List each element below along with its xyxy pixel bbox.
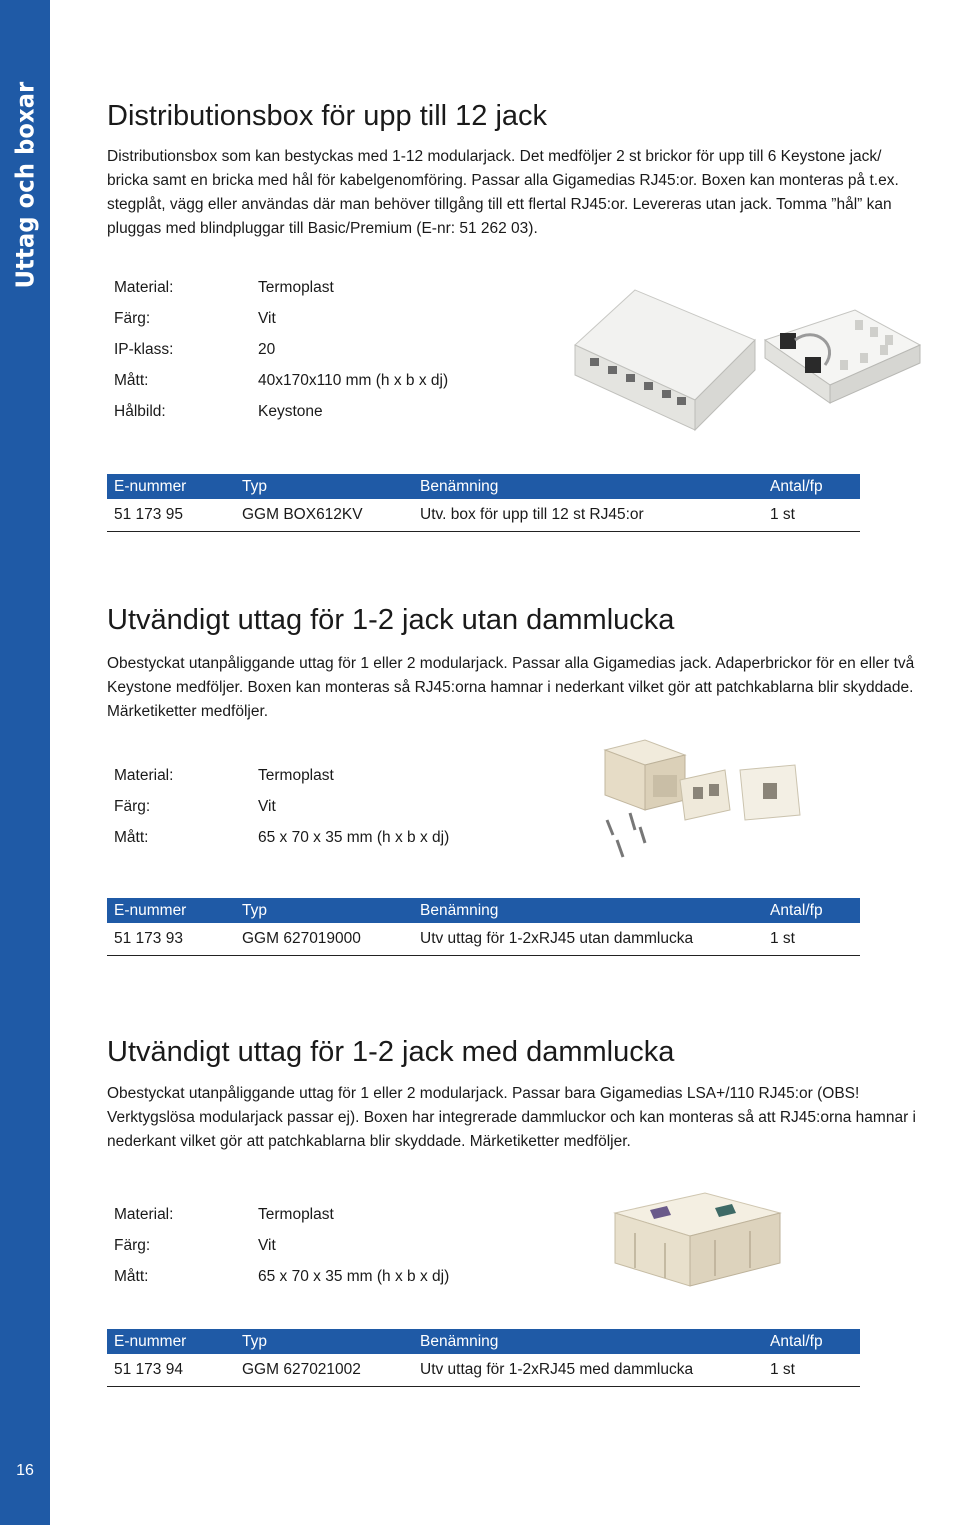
table-header (107, 898, 860, 923)
table-row (107, 923, 860, 956)
sidebar (0, 0, 50, 1525)
header-typ: Typ (242, 902, 267, 919)
section-distributionsbox (107, 98, 927, 241)
spec-value: Keystone (258, 403, 323, 420)
header-benamning: Benämning (420, 902, 499, 919)
spec-value: Vit (258, 1237, 276, 1254)
spec-label: Material: (114, 1206, 174, 1223)
spec-label: IP-klass: (114, 341, 174, 358)
section-utan-dammlucka (107, 602, 927, 724)
cell-antal: 1 st (770, 930, 795, 947)
spec-value: Termoplast (258, 279, 334, 296)
section-med-dammlucka (107, 1034, 927, 1154)
header-typ: Typ (242, 478, 267, 495)
cell-antal: 1 st (770, 1361, 795, 1378)
spec-label: Färg: (114, 798, 151, 815)
spec-value: 20 (258, 341, 276, 358)
spec-label: Mått: (114, 372, 149, 389)
spec-value: 65 x 70 x 35 mm (h x b x dj) (258, 1268, 450, 1285)
cell-benamning: Utv uttag för 1-2xRJ45 utan dammlucka (420, 930, 694, 947)
section-title: Utvändigt uttag för 1-2 jack utan dammlucka (107, 604, 675, 636)
sidebar-title: Uttag och boxar (10, 81, 40, 289)
spec-value: Termoplast (258, 767, 334, 784)
cell-enummer: 51 173 94 (114, 1361, 183, 1378)
spec-label: Material: (114, 279, 174, 296)
distribution-box-image (565, 285, 935, 445)
section-title: Distributionsbox för upp till 12 jack (107, 100, 548, 132)
section-description: Obestyckat utanpåliggande uttag för 1 eller 2 modularjack. Passar alla Gigamedias jack. Adaperbrickor för en eller två Keystone medföljer. Boxen kan monteras så RJ45:orna hamnar i nederkant vilket gör att patchkablarna blir skyddade. Märketiketter medföljer. (107, 655, 915, 720)
header-enummer: E-nummer (114, 902, 187, 919)
spec-label: Hålbild: (114, 403, 166, 420)
spec-label: Mått: (114, 829, 149, 846)
section-description: Obestyckat utanpåliggande uttag för 1 eller 2 modularjack. Passar bara Gigamedias LSA+/110 RJ45:or (OBS! Verktygslösa modularjack passar ej). Boxen har integrerade dammluckor och kan monteras så att RJ45:orna hamnar i nederkant vilket gör att patchkablarna blir skyddade. Märketiketter medföljer. (107, 1085, 916, 1150)
cell-typ: GGM 627019000 (242, 930, 361, 947)
cell-typ: GGM BOX612KV (242, 506, 363, 523)
page-number: 16 (16, 1462, 34, 1479)
header-typ: Typ (242, 1333, 267, 1350)
cell-enummer: 51 173 95 (114, 506, 183, 523)
outlet-with-cover-image (605, 1188, 790, 1293)
product-table (107, 1329, 860, 1387)
header-antal: Antal/fp (770, 1333, 823, 1350)
product-table (107, 474, 860, 532)
section-description: Distributionsbox som kan bestyckas med 1-12 modularjack. Det medföljer 2 st brickor för upp till 6 Keystone jack/ bricka samt en bricka med hål för kabelgenomföring. Passar alla Gigamedias RJ45:or. Boxen kan monteras på t.ex. stegplåt, vägg eller användas där man behöver tillgång till ett flertal RJ45:or. Levereras utan jack. Tomma ”hål” kan pluggas med blindpluggar till Basic/Premium (E-nr: 51 262 03). (107, 148, 899, 237)
spec-value: Termoplast (258, 1206, 334, 1223)
header-antal: Antal/fp (770, 902, 823, 919)
spec-value: Vit (258, 310, 276, 327)
header-benamning: Benämning (420, 478, 499, 495)
product-table (107, 898, 860, 956)
section-title: Utvändigt uttag för 1-2 jack med dammlucka (107, 1036, 675, 1068)
table-header (107, 1329, 860, 1354)
header-enummer: E-nummer (114, 1333, 187, 1350)
table-header (107, 474, 860, 499)
header-antal: Antal/fp (770, 478, 823, 495)
spec-value: 65 x 70 x 35 mm (h x b x dj) (258, 829, 450, 846)
cell-benamning: Utv. box för upp till 12 st RJ45:or (420, 506, 644, 523)
spec-label: Färg: (114, 1237, 151, 1254)
spec-value: 40x170x110 mm (h x b x dj) (258, 372, 449, 389)
table-row (107, 499, 860, 532)
spec-value: Vit (258, 798, 276, 815)
header-benamning: Benämning (420, 1333, 499, 1350)
table-row (107, 1354, 860, 1387)
spec-label: Mått: (114, 1268, 149, 1285)
outlet-without-cover-image (595, 735, 810, 865)
cell-antal: 1 st (770, 506, 795, 523)
cell-typ: GGM 627021002 (242, 1361, 361, 1378)
cell-enummer: 51 173 93 (114, 930, 183, 947)
spec-label: Material: (114, 767, 174, 784)
header-enummer: E-nummer (114, 478, 187, 495)
spec-label: Färg: (114, 310, 151, 327)
cell-benamning: Utv uttag för 1-2xRJ45 med dammlucka (420, 1361, 694, 1378)
